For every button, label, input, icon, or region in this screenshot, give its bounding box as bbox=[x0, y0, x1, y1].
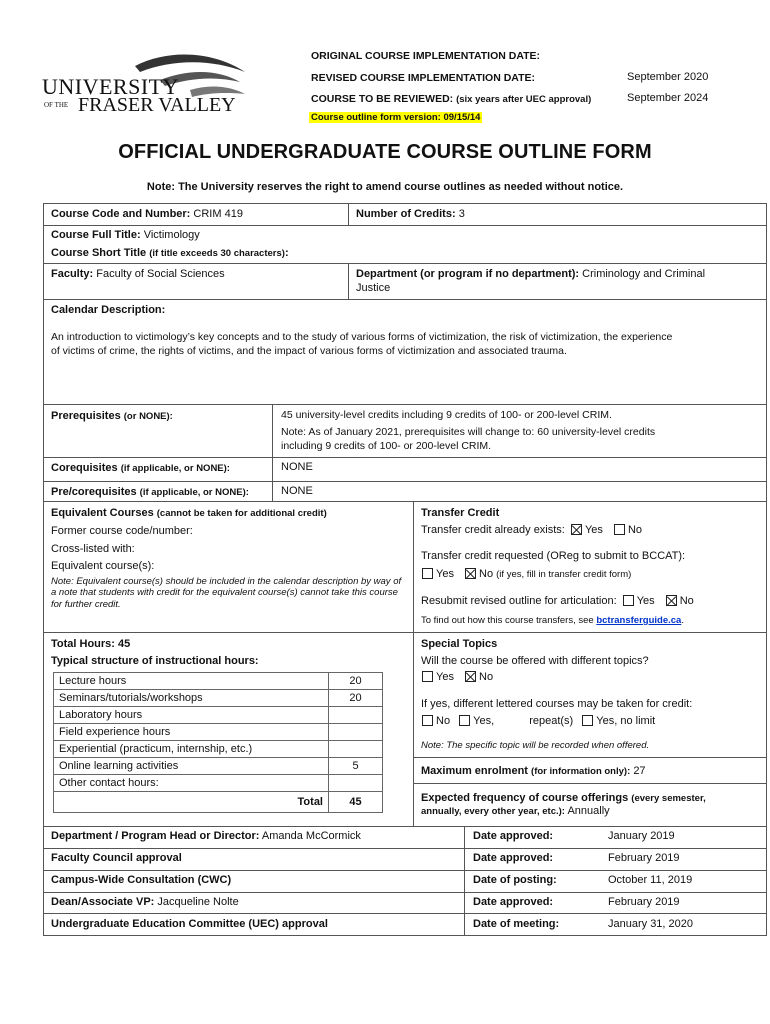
hours-row-value bbox=[329, 775, 383, 792]
transfer-requested-no: No bbox=[479, 568, 494, 580]
table-row bbox=[54, 673, 383, 690]
frequency-label: Expected frequency of course offerings bbox=[421, 792, 629, 804]
hours-row-label: Experiential (practicum, internship, etc.) bbox=[54, 741, 329, 758]
credits-value: 3 bbox=[458, 208, 465, 220]
lettered-courses-label: If yes, different lettered courses may be taken for credit: bbox=[421, 698, 693, 710]
approval-row bbox=[51, 851, 182, 866]
special-topics-answer-row bbox=[419, 670, 493, 685]
special-no: No bbox=[479, 671, 494, 683]
equivalent-note: Note: Equivalent course(s) should be included in the calendar description by way of a note that students with credit for the equivalent course(s) cannot take this course for further credit. bbox=[51, 576, 402, 610]
former-course-label: Former course code/number: bbox=[51, 525, 193, 537]
logo-of-the: OF THE bbox=[44, 101, 69, 109]
hours-row-label: Other contact hours: bbox=[54, 775, 329, 792]
amend-note: Note: The University reserves the right to amend course outlines as needed without notice. bbox=[146, 181, 624, 193]
approval-value: Amanda McCormick bbox=[261, 830, 361, 842]
review-label bbox=[311, 93, 591, 105]
lettered-repeat: repeat(s) bbox=[529, 715, 574, 727]
full-title-row bbox=[51, 228, 200, 243]
hours-structure-label: Typical structure of instructional hours: bbox=[51, 655, 259, 667]
approval-date: January 2019 bbox=[608, 830, 675, 842]
table-row bbox=[54, 690, 383, 707]
prereq-label-row bbox=[51, 409, 173, 424]
resubmit-yes-checkbox[interactable] bbox=[623, 595, 634, 606]
frequency-row2 bbox=[421, 804, 610, 819]
review-note: (six years after UEC approval) bbox=[456, 94, 592, 105]
faculty-label: Faculty: bbox=[51, 268, 94, 280]
review-label-text: COURSE TO BE REVIEWED: bbox=[311, 93, 454, 105]
full-title-label: Course Full Title: bbox=[51, 229, 141, 241]
special-topics-question: Will the course be offered with different topics? bbox=[421, 655, 649, 667]
transfer-requested-yes-checkbox[interactable] bbox=[422, 568, 433, 579]
course-code-value: CRIM 419 bbox=[193, 208, 243, 220]
total-hours-row bbox=[51, 637, 130, 652]
total-hours-label: Total Hours: bbox=[51, 638, 115, 650]
approval-label: Dean/Associate VP: bbox=[51, 896, 155, 908]
approval-row bbox=[51, 873, 231, 888]
hours-row-value: 20 bbox=[329, 690, 383, 707]
table-row bbox=[54, 741, 383, 758]
lettered-no: No bbox=[436, 715, 451, 727]
transfer-requested-row bbox=[419, 567, 631, 582]
transfer-requested-no-checkbox[interactable] bbox=[465, 568, 476, 579]
special-no-checkbox[interactable] bbox=[465, 671, 476, 682]
frequency-value: Annually bbox=[567, 805, 610, 817]
logo-fraser-valley: FRASER VALLEY bbox=[78, 94, 236, 116]
equivalent-label-note: (cannot be taken for additional credit) bbox=[156, 508, 327, 519]
review-date-value: September 2024 bbox=[627, 92, 709, 104]
resubmit-yes: Yes bbox=[636, 595, 655, 607]
coreq-value: NONE bbox=[281, 461, 313, 473]
max-enrolment-note: (for information only): bbox=[531, 766, 631, 777]
approval-date: February 2019 bbox=[608, 896, 680, 908]
hours-row-label: Online learning activities bbox=[54, 758, 329, 775]
calendar-label: Calendar Description: bbox=[51, 304, 166, 316]
hours-row-value: 5 bbox=[329, 758, 383, 775]
calendar-line2: of victims of crime, the rights of victims, and the impact of various forms of victimization and associated trauma. bbox=[51, 345, 567, 357]
resubmit-no-checkbox[interactable] bbox=[666, 595, 677, 606]
precoreq-label-row bbox=[51, 485, 249, 500]
short-title-note: (if title exceeds 30 characters) bbox=[149, 248, 285, 259]
table-row bbox=[54, 758, 383, 775]
course-code-row bbox=[51, 207, 243, 222]
transfer-exists-label: Transfer credit already exists: bbox=[421, 524, 565, 536]
prereq-line1: 45 university-level credits including 9 credits of 100- or 200-level CRIM. bbox=[281, 409, 612, 421]
prereq-line3: including 9 credits of 100- or 200-level CRIM. bbox=[281, 440, 492, 452]
form-version bbox=[309, 111, 482, 123]
transfer-exists-yes-checkbox[interactable] bbox=[571, 524, 582, 535]
lettered-yes-checkbox[interactable] bbox=[459, 715, 470, 726]
equivalent-courses-label: Equivalent course(s): bbox=[51, 560, 155, 572]
max-enrolment-value: 27 bbox=[633, 765, 646, 777]
lettered-nolimit-checkbox[interactable] bbox=[582, 715, 593, 726]
transfer-requested-note: (if yes, fill in transfer credit form) bbox=[496, 569, 632, 580]
hours-row-label: Field experience hours bbox=[54, 724, 329, 741]
approval-date-label: Date of posting: bbox=[473, 874, 557, 886]
hours-row-label: Laboratory hours bbox=[54, 707, 329, 724]
credits-label: Number of Credits: bbox=[356, 208, 456, 220]
resubmit-label: Resubmit revised outline for articulation: bbox=[421, 595, 617, 607]
approval-date-label: Date of meeting: bbox=[473, 918, 560, 930]
lettered-no-checkbox[interactable] bbox=[422, 715, 433, 726]
approval-row bbox=[51, 895, 239, 910]
approval-label: Faculty Council approval bbox=[51, 852, 182, 864]
precoreq-value: NONE bbox=[281, 485, 313, 497]
prereq-label: Prerequisites bbox=[51, 410, 121, 422]
transfer-requested-label: Transfer credit requested (OReg to submit to BCCAT): bbox=[421, 550, 686, 562]
department-row bbox=[356, 267, 705, 282]
transfer-requested-yes: Yes bbox=[436, 568, 454, 580]
calendar-line1: An introduction to victimology’s key concepts and to the study of various forms of victimization, the risk of victimization, the experience bbox=[51, 331, 673, 343]
precoreq-label: Pre/corequisites bbox=[51, 486, 137, 498]
approval-date: February 2019 bbox=[608, 852, 680, 864]
hours-row-value: 20 bbox=[329, 673, 383, 690]
hours-total-label: Total bbox=[54, 792, 329, 813]
hours-row-value bbox=[329, 741, 383, 758]
special-yes: Yes bbox=[436, 671, 454, 683]
find-transfer-period: . bbox=[681, 615, 684, 626]
original-date-label: ORIGINAL COURSE IMPLEMENTATION DATE: bbox=[311, 50, 541, 62]
table-row bbox=[54, 724, 383, 741]
transfer-label: Transfer Credit bbox=[421, 507, 500, 519]
approval-row bbox=[51, 917, 328, 932]
department-value-line1: Criminology and Criminal bbox=[582, 268, 706, 280]
cross-listed-label: Cross-listed with: bbox=[51, 543, 135, 555]
table-row bbox=[54, 792, 383, 813]
prereq-line2: Note: As of January 2021, prerequisites will change to: 60 university-level credits bbox=[281, 426, 656, 438]
course-code-label: Course Code and Number: bbox=[51, 208, 191, 220]
approval-label: Department / Program Head or Director: bbox=[51, 830, 260, 842]
find-transfer-text: To find out how this course transfers, see bbox=[421, 615, 594, 626]
special-yes-checkbox[interactable] bbox=[422, 671, 433, 682]
approval-label: Undergraduate Education Committee (UEC) approval bbox=[51, 918, 328, 930]
hours-total-value: 45 bbox=[329, 792, 383, 813]
equivalent-label-row bbox=[51, 506, 327, 521]
bctransferguide-link[interactable]: bctransferguide.ca bbox=[596, 615, 682, 626]
precoreq-note: (if applicable, or NONE): bbox=[139, 487, 249, 498]
lettered-options-row bbox=[419, 714, 655, 729]
transfer-exists-no: No bbox=[627, 524, 643, 536]
coreq-label: Corequisites bbox=[51, 462, 118, 474]
department-label: Department (or program if no department): bbox=[356, 268, 580, 280]
approval-date-label: Date approved: bbox=[473, 830, 554, 842]
approval-row bbox=[51, 829, 361, 844]
credits-row bbox=[356, 207, 465, 222]
page-title: OFFICIAL UNDERGRADUATE COURSE OUTLINE FORM bbox=[118, 141, 652, 163]
revised-date-value: September 2020 bbox=[627, 71, 709, 83]
special-topic-note: Note: The specific topic will be recorded when offered. bbox=[421, 740, 650, 751]
find-transfer-row bbox=[421, 615, 684, 628]
hours-row-value bbox=[329, 707, 383, 724]
approval-date: October 11, 2019 bbox=[608, 874, 693, 886]
approval-date-label: Date approved: bbox=[473, 852, 554, 864]
approval-label: Campus-Wide Consultation (CWC) bbox=[51, 874, 232, 886]
faculty-value: Faculty of Social Sciences bbox=[96, 268, 225, 280]
hours-row-value bbox=[329, 724, 383, 741]
approval-date-label: Date approved: bbox=[473, 896, 554, 908]
resubmit-no: No bbox=[679, 595, 694, 607]
hours-table bbox=[53, 672, 383, 813]
coreq-label-row bbox=[51, 461, 230, 476]
table-row bbox=[54, 707, 383, 724]
special-topics-label: Special Topics bbox=[421, 638, 498, 650]
total-hours-value: 45 bbox=[118, 638, 131, 650]
hours-row-label: Lecture hours bbox=[54, 673, 329, 690]
faculty-row bbox=[51, 267, 225, 282]
table-row bbox=[54, 775, 383, 792]
equivalent-label: Equivalent Courses bbox=[51, 507, 154, 519]
university-logo bbox=[40, 50, 250, 120]
short-title-row: Course Short Title (if title exceeds 30 characters): bbox=[51, 247, 289, 259]
approval-value: Jacqueline Nolte bbox=[157, 896, 239, 908]
lettered-yes: Yes, bbox=[473, 715, 495, 727]
department-value-line2: Justice bbox=[356, 282, 391, 294]
max-enrolment-label: Maximum enrolment bbox=[421, 765, 528, 777]
lettered-nolimit: Yes, no limit bbox=[596, 715, 656, 727]
transfer-exists-yes: Yes bbox=[584, 524, 603, 536]
logo-university: UNIVERSITY bbox=[42, 74, 179, 99]
frequency-note2: annually, every other year, etc.): bbox=[421, 806, 565, 817]
approval-date: January 31, 2020 bbox=[608, 918, 694, 930]
form-version-text: Course outline form version: 09/15/14 bbox=[311, 112, 481, 123]
resubmit-row bbox=[421, 594, 694, 609]
coreq-note: (if applicable, or NONE): bbox=[120, 463, 230, 474]
short-title-label: Course Short Title bbox=[51, 247, 147, 259]
prereq-label-note: (or NONE): bbox=[123, 411, 173, 422]
hours-row-label: Seminars/tutorials/workshops bbox=[54, 690, 329, 707]
transfer-exists-row bbox=[421, 523, 642, 538]
full-title-value: Victimology bbox=[143, 229, 200, 241]
revised-date-label: REVISED COURSE IMPLEMENTATION DATE: bbox=[311, 72, 536, 84]
max-enrolment-row bbox=[421, 764, 646, 779]
transfer-exists-no-checkbox[interactable] bbox=[614, 524, 625, 535]
frequency-note1: (every semester, bbox=[631, 793, 706, 804]
